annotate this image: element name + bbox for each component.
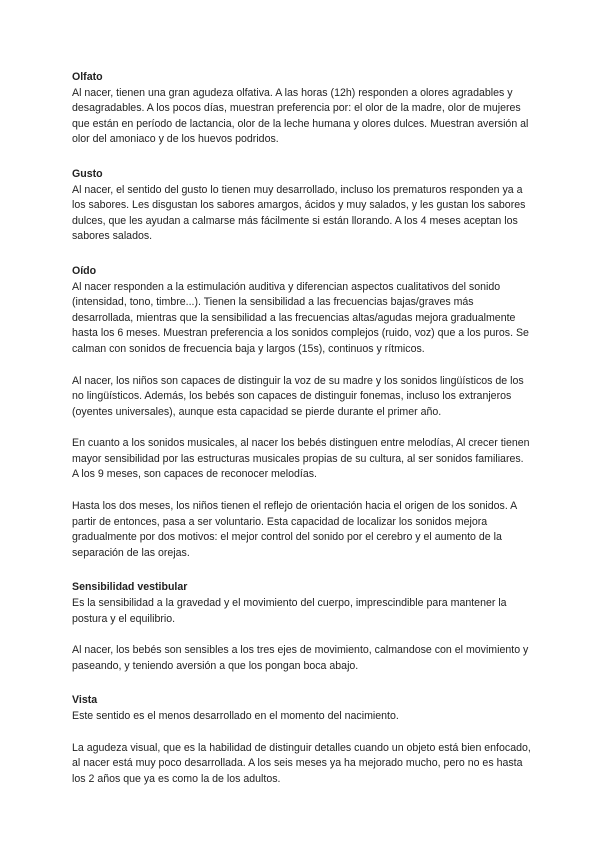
section-heading: Gusto xyxy=(72,167,103,180)
paragraph: Al nacer, los niños son capaces de distinguir la voz de su madre y los sonidos lingüísticos de los no lingüísticos. Además, los bebés son capaces de distinguir fonemas, incluso los extranjeros (oyentes universales), aunque esta capacidad se pierde durante el primer año. xyxy=(72,374,524,418)
paragraph: Al nacer, los bebés son sensibles a los tres ejes de movimiento, calmandose con el movimiento y paseando, y teniendo aversión a que los pongan boca abajo. xyxy=(72,644,529,672)
paragraph: La agudeza visual, que es la habilidad de distinguir detalles cuando un objeto está bien enfocado, al nacer está muy poco desarrollada. A los seis meses ya ha mejorado mucho, pero no es hasta los 2 años que ya es como la de los adultos. xyxy=(72,741,531,785)
section-heading: Oído xyxy=(72,264,97,277)
document-page xyxy=(72,70,532,806)
section-sensibilidad-vestibular xyxy=(72,580,532,674)
section-heading: Sensibilidad vestibular xyxy=(72,581,188,594)
paragraph: Al nacer, el sentido del gusto lo tienen muy desarrollado, incluso los prematuros responden ya a los sabores. Les disgustan los sabores amargos, ácidos y muy salados, y les gustan los sabores dulces, que les ayudan a calmarse más fácilmente si están llorando. A los 4 meses aceptan los sabores salados. xyxy=(72,183,526,243)
paragraph: En cuanto a los sonidos musicales, al nacer los bebés distinguen entre melodías, Al crecer tienen mayor sensibilidad por las estructuras musicales propias de su cultura, al ser sonidos familiares. A los 9 meses, son capaces de reconocer melodías. xyxy=(72,437,530,481)
section-heading: Vista xyxy=(72,694,98,707)
paragraph: Al nacer responden a la estimulación auditiva y diferencian aspectos cualitativos del sonido (intensidad, tono, timbre...). Tienen la sensibilidad a las frecuencias bajas/graves más desarrollada, mientras que la sensibilidad a las frecuencias altas/agudas mejora gradualmente hasta los 6 meses. Muestran preferencia a los sonidos complejos (ruido, voz) que a los puros. Se calman con sonidos de frecuencia baja y largos (15s), continuos y rítmicos. xyxy=(72,280,529,355)
paragraph: Este sentido es el menos desarrollado en el momento del nacimiento. xyxy=(72,710,399,722)
section-vista xyxy=(72,693,532,787)
section-heading: Olfato xyxy=(72,71,103,83)
paragraph: Hasta los dos meses, los niños tienen el reflejo de orientación hacia el origen de los sonidos. A partir de entonces, pasa a ser voluntario. Esta capacidad de localizar los sonidos mejora gradualmente por dos motivos: el mejor control del sonido por el cerebro y el aumento de la separación de las orejas. xyxy=(72,500,517,559)
paragraph: Al nacer, tienen una gran agudeza olfativa. A las horas (12h) responden a olores agradables y desagradables. A los pocos días, muestran preferencia por: el olor de la madre, olor de mujeres que están en período de lactancia, olor de la leche humana y olores dulces. Muestran aversión al olor del amoniaco y de los huevos podridos. xyxy=(72,86,529,146)
section-gusto xyxy=(72,167,532,245)
section-olfato xyxy=(72,70,532,148)
section-oido xyxy=(72,264,532,562)
paragraph: Es la sensibilidad a la gravedad y el movimiento del cuerpo, imprescindible para mantener la postura y el equilibrio. xyxy=(72,597,507,625)
